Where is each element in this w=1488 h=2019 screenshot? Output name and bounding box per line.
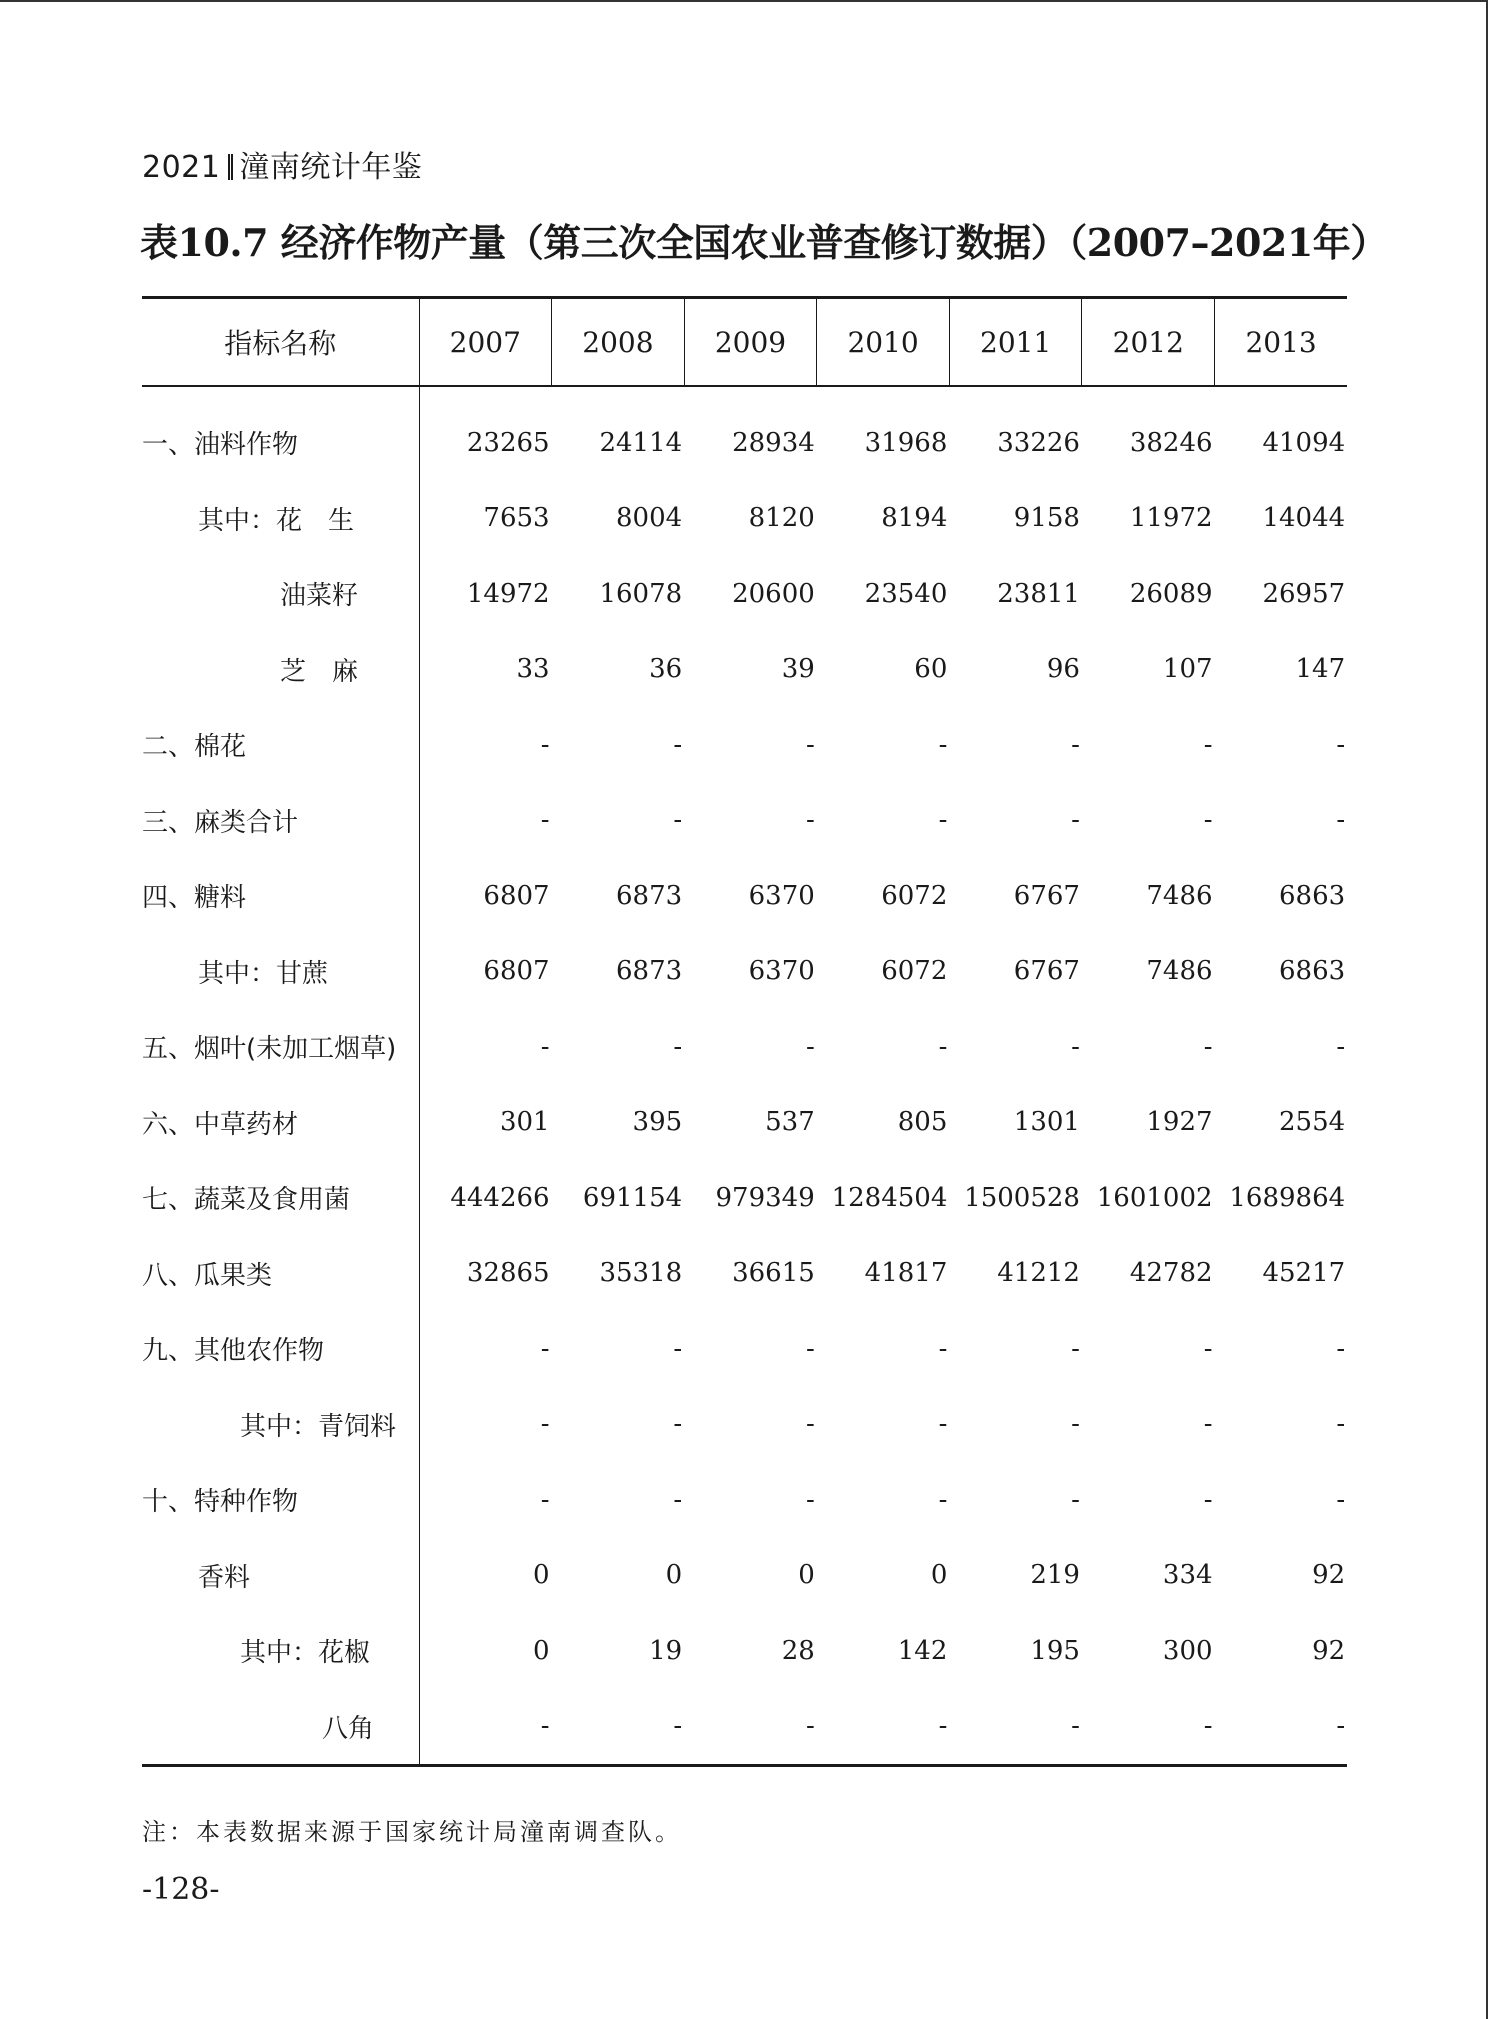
running-header [142, 142, 422, 186]
cell-value: 6072 [881, 956, 948, 987]
cell-value: 23265 [419, 405, 552, 481]
cell-value: 6072 [881, 880, 948, 911]
cell-value: 36 [649, 654, 683, 685]
table-note: 注：本表数据来源于国家统计局潼南调查队。 [142, 1818, 682, 1846]
cell-value: 6807 [419, 858, 552, 934]
cell-value: - [673, 1409, 683, 1440]
cell-value: 0 [419, 1538, 552, 1614]
cell-value: 41817 [864, 1258, 948, 1289]
cell-value: 7486 [1146, 880, 1213, 911]
cell-value: - [1336, 1333, 1346, 1364]
cell-value: - [419, 1311, 552, 1387]
cell-value: - [1336, 805, 1346, 836]
cell-value: 6863 [1278, 880, 1346, 911]
cell-value: - [938, 1409, 948, 1440]
cell-value: - [419, 1009, 552, 1085]
cell-value: 6873 [616, 880, 683, 911]
table-row [142, 481, 1347, 557]
cell-value: 6767 [1013, 956, 1080, 987]
cell-value: - [805, 805, 815, 836]
table-row [142, 707, 1347, 783]
table-row [142, 556, 1347, 632]
cell-value: 41212 [997, 1258, 1080, 1289]
cell-value: 96 [1046, 654, 1080, 685]
cell-value: 6370 [748, 956, 815, 987]
row-label: 四、糖料 [142, 883, 247, 914]
header-book-title: 潼南统计年鉴 [239, 150, 423, 185]
page-number: -128- [142, 1872, 220, 1907]
row-label: 九、其他农作物 [142, 1336, 325, 1367]
column-header-year: 2009 [684, 298, 817, 387]
cell-value: - [419, 1462, 552, 1538]
cell-value: - [419, 707, 552, 783]
column-header-year: 2012 [1082, 298, 1215, 387]
cell-value: - [938, 1484, 948, 1515]
cell-value: 0 [798, 1560, 815, 1591]
cell-value: - [938, 729, 948, 760]
cell-value: 24114 [599, 427, 683, 458]
cell-value: - [673, 805, 683, 836]
cell-value: - [938, 1333, 948, 1364]
cell-value: 26089 [1129, 578, 1213, 609]
cell-value: 147 [1295, 654, 1346, 685]
cell-value: - [419, 783, 552, 859]
cell-value: 301 [419, 1085, 552, 1161]
cell-value: - [673, 1333, 683, 1364]
table-header-row [142, 298, 1347, 387]
cell-value: 691154 [582, 1182, 683, 1213]
table-row [142, 1311, 1347, 1387]
cell-value: 60 [914, 654, 948, 685]
cell-value: - [1203, 805, 1213, 836]
cell-value: 6370 [748, 880, 815, 911]
cell-value: 979349 [715, 1182, 815, 1213]
row-label: 其中：花 生 [198, 505, 355, 536]
cell-value: 1500528 [964, 1182, 1080, 1213]
cell-value: - [938, 1031, 948, 1062]
cell-value: 11972 [1129, 503, 1213, 534]
column-header-indicator: 指标名称 [142, 298, 419, 387]
table-row [142, 1462, 1347, 1538]
table-row [142, 405, 1347, 481]
cell-value: - [805, 729, 815, 760]
column-header-year: 2010 [817, 298, 950, 387]
cell-value: 36615 [732, 1258, 815, 1289]
table-row [142, 783, 1347, 859]
page-border-top [0, 0, 1488, 2]
cell-value: 6873 [616, 956, 683, 987]
cell-value: - [1203, 1031, 1213, 1062]
cell-value: - [938, 805, 948, 836]
cell-value: 8004 [616, 503, 683, 534]
cell-value: 32865 [419, 1236, 552, 1312]
cell-value: - [805, 1409, 815, 1440]
cell-value: 444266 [419, 1160, 552, 1236]
cell-value: - [1071, 729, 1080, 760]
row-label: 三、麻类合计 [142, 807, 299, 838]
row-label: 八角 [142, 1689, 419, 1766]
table-row [142, 858, 1347, 934]
cell-value: - [817, 1689, 950, 1766]
table-row [142, 1009, 1347, 1085]
cell-value: - [419, 1387, 552, 1463]
row-label: 八、瓜果类 [142, 1260, 273, 1291]
column-header-year: 2008 [552, 298, 685, 387]
cell-value: - [419, 1689, 552, 1766]
cell-value: 1689864 [1229, 1182, 1346, 1213]
cell-value: 26957 [1262, 578, 1346, 609]
cell-value: 0 [930, 1560, 948, 1591]
cell-value: 45217 [1262, 1258, 1346, 1289]
row-label: 芝 麻 [280, 656, 359, 687]
cell-value: - [1336, 1031, 1346, 1062]
row-label: 六、中草药材 [142, 1109, 299, 1140]
cell-value: 7653 [419, 481, 552, 557]
row-label: 五、烟叶(未加工烟草) [142, 1034, 397, 1065]
cell-value: 1301 [1013, 1107, 1080, 1138]
cell-value: 219 [1030, 1560, 1080, 1591]
cell-value: 23811 [997, 578, 1080, 609]
cell-value: 16078 [599, 578, 683, 609]
table-row [142, 1236, 1347, 1312]
cell-value: - [805, 1333, 815, 1364]
table-row [142, 934, 1347, 1010]
cell-value: - [673, 1484, 683, 1515]
cell-value: 39 [781, 654, 815, 685]
row-label: 其中：甘蔗 [198, 958, 329, 989]
column-header-year: 2011 [949, 298, 1082, 387]
cell-value: - [805, 1031, 815, 1062]
data-table-container [142, 296, 1347, 1767]
cell-value: 28 [781, 1635, 815, 1666]
cell-value: 142 [897, 1635, 948, 1666]
cell-value: 92 [1312, 1560, 1346, 1591]
cell-value: 33226 [997, 427, 1080, 458]
cell-value: 0 [665, 1560, 683, 1591]
cell-value: - [1071, 1409, 1080, 1440]
cell-value: - [1203, 1484, 1213, 1515]
cell-value: 334 [1162, 1560, 1213, 1591]
crop-output-table [142, 296, 1347, 1767]
column-header-year: 2013 [1215, 298, 1348, 387]
header-separator [228, 154, 233, 180]
row-label: 香料 [198, 1562, 251, 1593]
cell-value: 1927 [1146, 1107, 1213, 1138]
table-row [142, 1387, 1347, 1463]
cell-value: - [949, 1689, 1082, 1766]
row-label: 七、蔬菜及食用菌 [142, 1185, 351, 1216]
cell-value: 195 [1030, 1635, 1080, 1666]
cell-value: 42782 [1129, 1258, 1213, 1289]
cell-value: - [673, 729, 683, 760]
cell-value: - [805, 1484, 815, 1515]
cell-value: 6863 [1278, 956, 1346, 987]
row-label: 二、棉花 [142, 732, 247, 763]
header-year: 2021 [142, 150, 221, 185]
cell-value: 35318 [599, 1258, 683, 1289]
table-row [142, 632, 1347, 708]
spacer-row [142, 386, 1347, 405]
cell-value: - [1336, 729, 1346, 760]
cell-value: 1601002 [1096, 1182, 1213, 1213]
cell-value: - [1071, 1031, 1080, 1062]
cell-value: 14972 [419, 556, 552, 632]
table-row [142, 1160, 1347, 1236]
cell-value: 0 [419, 1613, 552, 1689]
cell-value: 41094 [1262, 427, 1346, 458]
table-row [142, 1085, 1347, 1161]
cell-value: 6767 [1013, 880, 1080, 911]
cell-value: 107 [1162, 654, 1213, 685]
cell-value: 33 [419, 632, 552, 708]
cell-value: 537 [765, 1107, 815, 1138]
cell-value: 1284504 [831, 1182, 948, 1213]
cell-value: 8194 [881, 503, 948, 534]
cell-value: - [1336, 1409, 1346, 1440]
row-label: 油菜籽 [280, 581, 359, 612]
cell-value: - [673, 1031, 683, 1062]
table-row [142, 1538, 1347, 1614]
cell-value: 300 [1162, 1635, 1213, 1666]
cell-value: - [1082, 1689, 1215, 1766]
cell-value: 6807 [419, 934, 552, 1010]
cell-value: - [1203, 1409, 1213, 1440]
row-label: 其中：花椒 [240, 1638, 371, 1669]
cell-value: - [1071, 1484, 1080, 1515]
column-header-year: 2007 [419, 298, 552, 387]
table-title: 表10.7 经济作物产量（第三次全国农业普查修订数据）（2007–2021年） [140, 220, 1388, 265]
row-label: 十、特种作物 [142, 1487, 299, 1518]
cell-value: 805 [897, 1107, 948, 1138]
cell-value: 19 [649, 1635, 683, 1666]
cell-value: 23540 [864, 578, 948, 609]
cell-value: 7486 [1146, 956, 1213, 987]
cell-value: - [1203, 1333, 1213, 1364]
cell-value: 8120 [748, 503, 815, 534]
cell-value: 38246 [1129, 427, 1213, 458]
table-row [142, 1689, 1347, 1766]
cell-value: - [1215, 1689, 1348, 1766]
cell-value: 31968 [864, 427, 948, 458]
cell-value: - [552, 1689, 685, 1766]
table-body [142, 386, 1347, 1766]
cell-value: 395 [632, 1107, 683, 1138]
row-label: 一、油料作物 [142, 430, 299, 461]
cell-value: 9158 [1013, 503, 1080, 534]
cell-value: - [1071, 1333, 1080, 1364]
cell-value: - [1336, 1484, 1346, 1515]
cell-value: 2554 [1278, 1107, 1346, 1138]
cell-value: 14044 [1262, 503, 1346, 534]
cell-value: - [1071, 805, 1080, 836]
cell-value: 28934 [732, 427, 815, 458]
cell-value: 20600 [732, 578, 815, 609]
cell-value: 92 [1312, 1635, 1346, 1666]
row-label: 其中：青饲料 [240, 1411, 397, 1442]
table-row [142, 1613, 1347, 1689]
cell-value: - [1203, 729, 1213, 760]
cell-value: - [684, 1689, 817, 1766]
